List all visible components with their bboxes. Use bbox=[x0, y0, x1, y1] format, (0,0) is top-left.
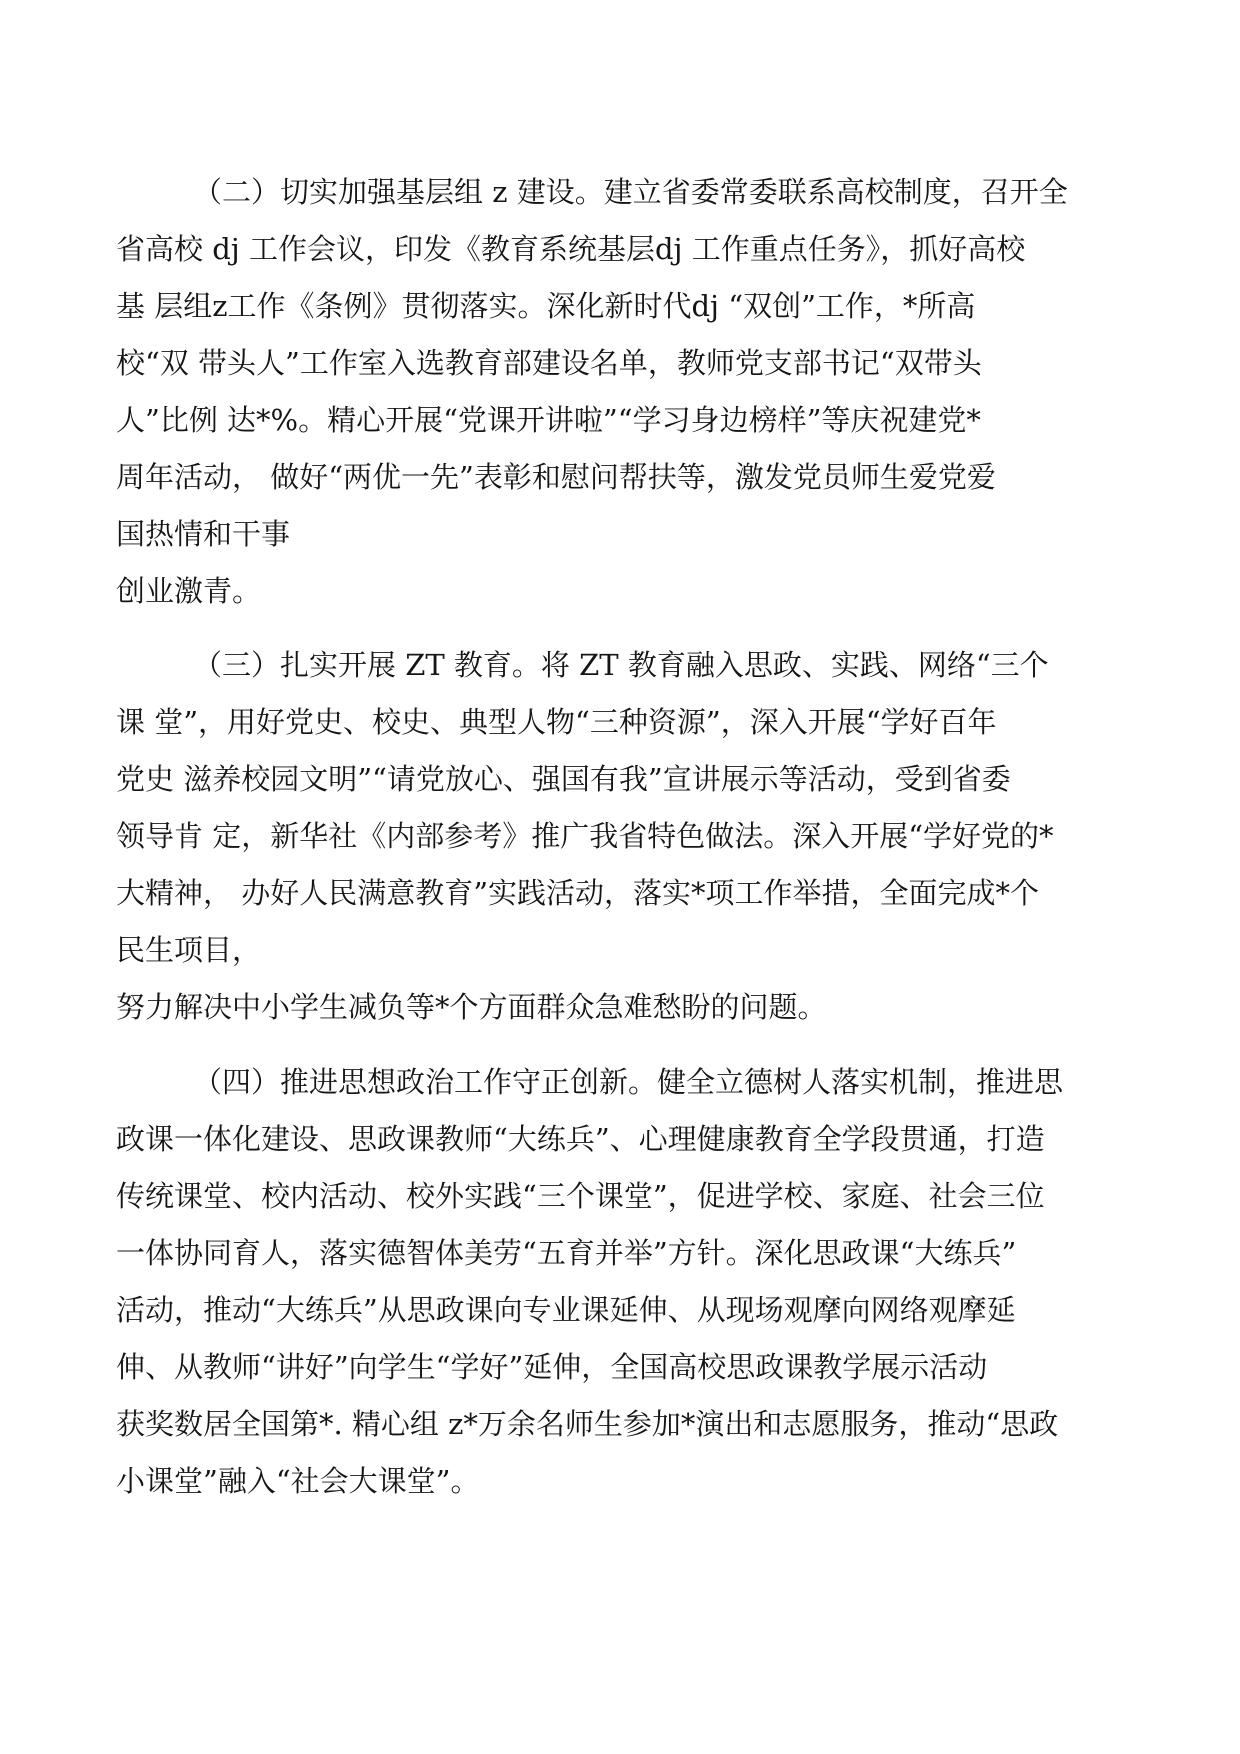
text-line: 努力解决中小学生减负等*个方面群众急难愁盼的问题。 bbox=[116, 990, 827, 1024]
text-line: 省高校 dj 工作会议，印发《教育系统基层dj 工作重点任务》，抓好高校 bbox=[116, 232, 1026, 266]
text-line: 基 层组z工作《条例》贯彻落实。深化新时代dj “双创”工作，*所高 bbox=[116, 289, 976, 323]
text-line: 活动，推动“大练兵”从思政课向专业课延伸、从现场观摩向网络观摩延 bbox=[116, 1293, 1016, 1327]
text-line: 人”比例 达*%。精心开展“党课开讲啦”“学习身边榜样”等庆祝建党* bbox=[116, 403, 981, 437]
text-line: 校“双 带头人”工作室入选教育部建设名单，教师党支部书记“双带头 bbox=[116, 346, 982, 380]
text-line: 政课一体化建设、思政课教师“大练兵”、心理健康教育全学段贯通，打造 bbox=[116, 1122, 1045, 1156]
text-line: 创业激青。 bbox=[116, 574, 262, 608]
text-line: 国热情和干事 bbox=[116, 517, 291, 551]
text-line: （四）推进思想政治工作守正创新。健全立德树人落实机制，推进思 bbox=[193, 1065, 1064, 1099]
text-line: 获奖数居全国第*. 精心组 z*万余名师生参加*演出和志愿服务，推动“思政 bbox=[116, 1407, 1059, 1441]
text-line: 一体协同育人，落实德智体美劳“五育并举”方针。深化思政课“大练兵” bbox=[116, 1236, 1017, 1270]
text-line: 党史 滋养校园文明”“请党放心、强国有我”宣讲展示等活动，受到省委 bbox=[116, 762, 1011, 796]
text-line: 大精神， 办好人民满意教育”实践活动，落实*项工作举措，全面完成*个 bbox=[116, 876, 1040, 910]
text-line: （三）扎实开展 ZT 教育。将 ZT 教育融入思政、实践、网络“三个 bbox=[193, 648, 1049, 682]
text-line: 伸、从教师“讲好”向学生“学好”延伸，全国高校思政课教学展示活动 bbox=[116, 1350, 988, 1384]
text-line: 周年活动， 做好“两优一先”表彰和慰问帮扶等，激发党员师生爱党爱 bbox=[116, 460, 996, 494]
text-line: （二）切实加强基层组 z 建设。建立省委常委联系高校制度，召开全 bbox=[193, 175, 1068, 209]
text-line: 传统课堂、校内活动、校外实践“三个课堂”，促进学校、家庭、社会三位 bbox=[116, 1179, 1045, 1213]
text-line: 课 堂”，用好党史、校史、典型人物“三种资源”，深入开展“学好百年 bbox=[116, 705, 997, 739]
text-line: 民生项目， bbox=[116, 933, 262, 967]
text-line: 小课堂”融入“社会大课堂”。 bbox=[116, 1464, 480, 1498]
text-line: 领导肯 定，新华社《内部参考》推广我省特色做法。深入开展“学好党的* bbox=[116, 819, 1054, 853]
